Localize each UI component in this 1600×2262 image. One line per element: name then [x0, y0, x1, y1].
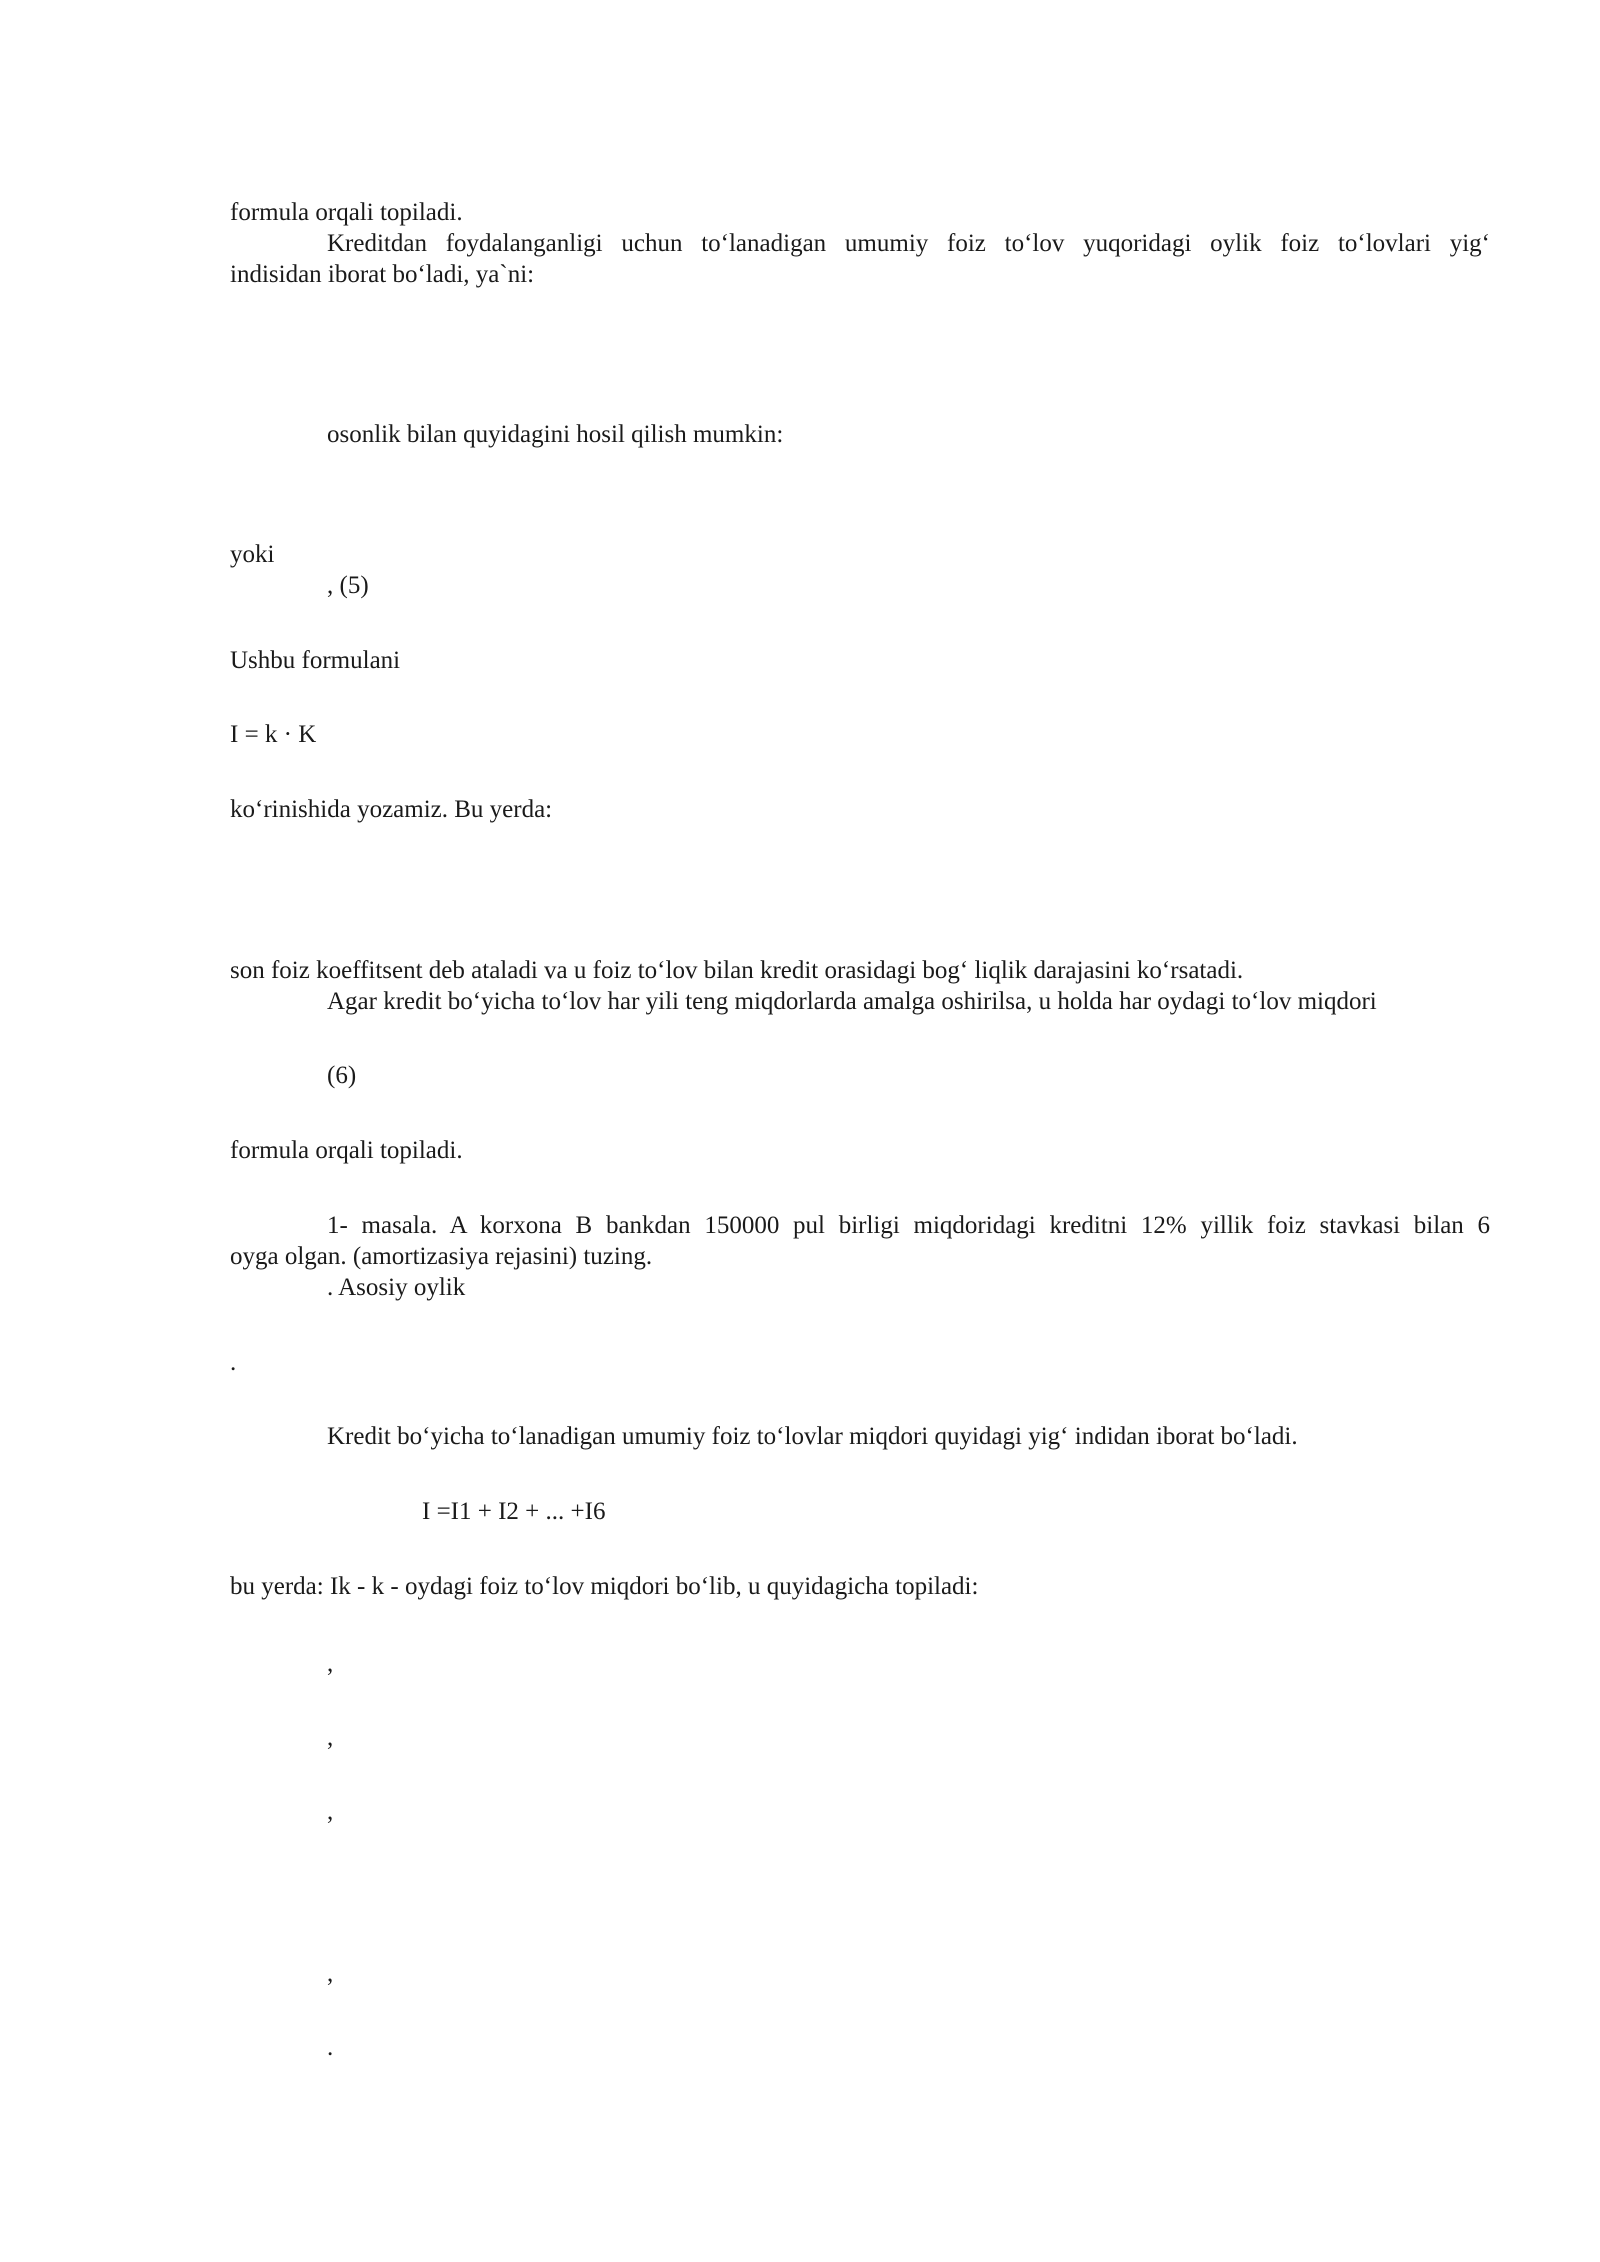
- punctuation-line: ,: [327, 1798, 334, 1825]
- paragraph-line: Ushbu formulani: [230, 647, 401, 674]
- equation-number: (6): [327, 1062, 357, 1089]
- equation-number: , (5): [327, 572, 369, 599]
- paragraph-line: . Asosiy oylik: [327, 1274, 466, 1301]
- paragraph-line: Agar kredit bo‘yicha to‘lov har yili teng miqdorlarda amalga oshirilsa, u holda har oydagi to‘lov miqdori: [327, 988, 1377, 1015]
- paragraph-line: ko‘rinishida yozamiz. Bu yerda:: [230, 796, 553, 823]
- formula-line: I =I1 + I2 + ... +I6: [422, 1498, 606, 1525]
- paragraph-line: Kredit bo‘yicha to‘lanadigan umumiy foiz to‘lovlar miqdori quyidagi yig‘ indidan iborat bo‘ladi.: [327, 1423, 1298, 1450]
- paragraph-line: Kreditdan foydalanganligi uchun to‘lanadigan umumiy foiz to‘lov yuqoridagi oylik foiz to‘lovlari yig‘: [327, 230, 1490, 257]
- formula-line: I = k · K: [230, 721, 317, 748]
- paragraph-line: formula orqali topiladi.: [230, 199, 463, 226]
- paragraph-line: son foiz koeffitsent deb ataladi va u foiz to‘lov bilan kredit orasidagi bog‘ liqlik darajasini ko‘rsatadi.: [230, 957, 1244, 984]
- punctuation-line: .: [327, 2034, 334, 2061]
- paragraph-line: bu yerda: Ik - k - oydagi foiz to‘lov miqdori bo‘lib, u quyidagicha topiladi:: [230, 1573, 979, 1600]
- paragraph-line: formula orqali topiladi.: [230, 1137, 463, 1164]
- punctuation-line: .: [230, 1349, 237, 1376]
- punctuation-line: ,: [327, 1650, 334, 1677]
- paragraph-line: 1- masala. A korxona B bankdan 150000 pul birligi miqdoridagi kreditni 12% yillik foiz stavkasi bilan 6: [327, 1212, 1490, 1239]
- punctuation-line: ,: [327, 1724, 334, 1751]
- paragraph-line: osonlik bilan quyidagini hosil qilish mumkin:: [327, 421, 784, 448]
- paragraph-line: indisidan iborat bo‘ladi, ya`ni:: [230, 261, 535, 288]
- paragraph-line: yoki: [230, 541, 275, 568]
- paragraph-line: oyga olgan. (amortizasiya rejasini) tuzing.: [230, 1243, 653, 1270]
- punctuation-line: ,: [327, 1960, 334, 1987]
